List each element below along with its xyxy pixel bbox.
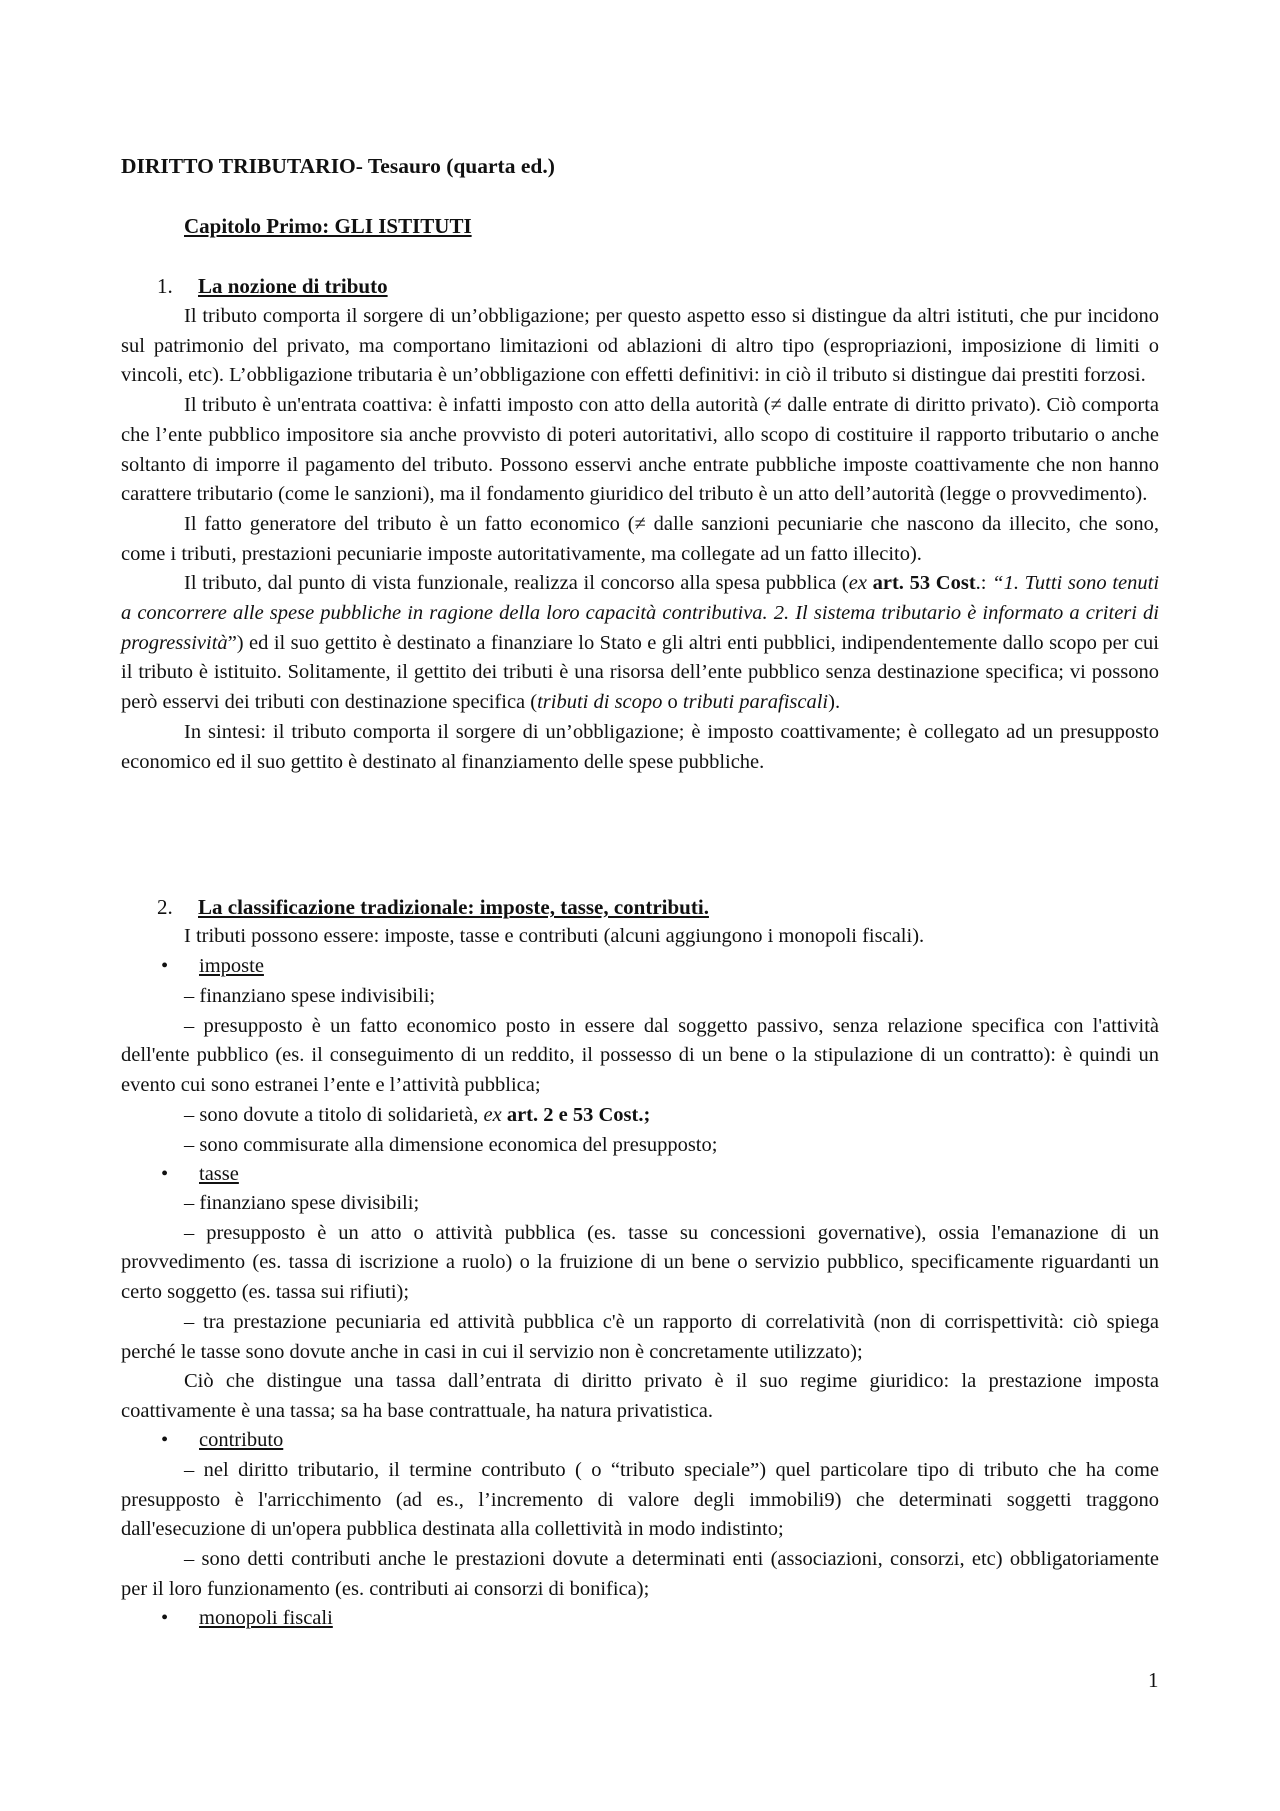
italic-text: ex [483, 1103, 502, 1126]
bullet-icon: • [161, 1163, 169, 1185]
constitution-quote: “1. Tutti sono tenuti a concorrere alle spese pubbliche in ragione della loro capacità contributiva. 2. Il sistema tributario è informato a criteri di progressività [121, 572, 1160, 654]
detail-line: – sono dovute a titolo di solidarietà, ex art. 2 e 53 Cost.; [184, 1103, 651, 1126]
bullet-label: monopoli fiscali [199, 1607, 333, 1629]
chapter-heading: Capitolo Primo: GLI ISTITUTI [184, 214, 472, 238]
bullet-icon: • [161, 1607, 169, 1629]
bullet-label: contributo [199, 1429, 284, 1451]
bullet-label: imposte [199, 955, 264, 977]
bullet-icon: • [161, 955, 169, 977]
paragraph: I tributi possono essere: imposte, tasse e contributi (alcuni aggiungono i monopoli fiscali). [184, 925, 925, 947]
detail-line: – sono commisurate alla dimensione economica del presupposto; [184, 1133, 718, 1156]
italic-text: ex [848, 572, 867, 595]
bullet-label: tasse [199, 1163, 239, 1185]
paragraph: In sintesi: il tributo comporta il sorgere di un’obbligazione; è imposto coattivamente; è collegato ad un presupposto economico ed il suo gettito è destinato al finanziamento delle spese pubbliche. [121, 720, 1159, 773]
imposte-details [121, 982, 1159, 1160]
document-title: DIRITTO TRIBUTARIO- Tesauro (quarta ed.) [121, 154, 555, 178]
detail-line: – nel diritto tributario, il termine contributo ( o “tributo speciale”) quel particolare tipo di tributo che ha come presupposto è l'arricchimento (ad es., l’incremento di valore degli immobili9) che determinati soggetti traggono dall'esecuzione di un'opera pubblica destinata alla collettività in modo indistinto; [121, 1459, 1159, 1541]
detail-line: – finanziano spese indivisibili; [184, 985, 436, 1007]
detail-line: – presupposto è un fatto economico posto in essere dal soggetto passivo, senza relazione specifica con l'attività dell'ente pubblico (es. il conseguimento di un reddito, il possesso di un bene o la stipulazione di un contratto): è quindi un evento cui sono estranei l’ente e l’attività pubblica; [121, 1014, 1159, 1097]
paragraph: Il tributo è un'entrata coattiva: è infatti imposto con atto della autorità (≠ dalle entrate di diritto privato). Ciò comporta che l’ente pubblico impositore sia anche provvisto di poteri autoritativi, allo scopo di costituire il rapporto tributario o anche soltanto di imporre il pagamento del tributo. Possono esservi anche entrate pubbliche imposte coattivamente che non hanno carattere tributario (come le sanzioni), ma il fondamento giuridico del tributo è un atto dell’autorità (legge o provvedimento). [121, 394, 1159, 506]
tasse-details [121, 1189, 1159, 1427]
bold-text: art. 2 e 53 Cost.; [501, 1103, 651, 1126]
detail-line: Ciò che distingue una tassa dall’entrata di diritto privato è il suo regime giuridico: la prestazione imposta coattivamente è una tassa; sa ha base contrattuale, ha natura privatistica. [121, 1370, 1159, 1422]
italic-text: tributi di scopo [537, 691, 663, 714]
contributo-details [121, 1456, 1159, 1605]
section-title: La classificazione tradizionale: imposte, tasse, contributi. [198, 895, 709, 919]
detail-line: – finanziano spese divisibili; [184, 1192, 420, 1214]
section-number: 1. [157, 274, 173, 298]
detail-line: – presupposto è un atto o attività pubblica (es. tasse su concessioni governative), ossia l'emanazione di un provvedimento (es. tassa di iscrizione a ruolo) o la fruizione di un bene o servizio pubblico, specificamente riguardanti un certo soggetto (es. tassa sui rifiuti); [121, 1221, 1159, 1304]
section-heading-1 [157, 274, 388, 299]
section-title: La nozione di tributo [198, 274, 388, 298]
detail-line: – tra prestazione pecuniaria ed attività pubblica c'è un rapporto di correlatività (non di corrispettività: ciò spiega perché le tasse sono dovute anche in casi in cui il servizio non è concretamente utilizzato); [121, 1310, 1159, 1363]
section-heading-2 [157, 895, 709, 920]
paragraph: Il tributo, dal punto di vista funzionale, realizza il concorso alla spesa pubblica (ex art. 53 Cost.: “1. Tutti sono tenuti a concorrere alle spese pubbliche in ragione della loro capacità contributiva. 2. Il sistema tributario è informato a criteri di progressività”) ed il suo gettito è destinato a finanziare lo Stato e gli altri enti pubblici, indipendentemente dallo scopo per cui il tributo è istituito. Solitamente, il gettito dei tributi è una risorsa dell’ente pubblico senza destinazione specifica; vi possono però esservi dei tributi con destinazione specifica (tributi di scopo o tributi parafiscali). [121, 572, 1160, 714]
paragraph: Il tributo comporta il sorgere di un’obbligazione; per questo aspetto esso si distingue da altri istituti, che pur incidono sul patrimonio del privato, ma comportano limitazioni od ablazioni di altro tipo (espropriazioni, imposizione di limiti o vincoli, etc). L’obbligazione tributaria è un’obbligazione con effetti definitivi: in ciò il tributo si distingue dai prestiti forzosi. [121, 305, 1159, 387]
bullet-icon: • [161, 1429, 169, 1451]
section-number: 2. [157, 895, 173, 919]
page-number: 1 [1148, 1668, 1159, 1692]
bold-text: art. 53 Cost [866, 572, 976, 595]
paragraph: Il fatto generatore del tributo è un fatto economico (≠ dalle sanzioni pecuniarie che nascono da illecito, che sono, come i tributi, prestazioni pecuniarie imposte autoritativamente, ma collegate ad un fatto illecito). [121, 512, 1159, 565]
section-1-body [121, 302, 1159, 777]
detail-line: – sono detti contributi anche le prestazioni dovute a determinati enti (associazioni, consorzi, etc) obbligatoriamente per il loro funzionamento (es. contributi ai consorzi di bonifica); [121, 1548, 1159, 1600]
italic-text: tributi parafiscali [682, 691, 829, 714]
section-2-intro [121, 922, 1159, 952]
